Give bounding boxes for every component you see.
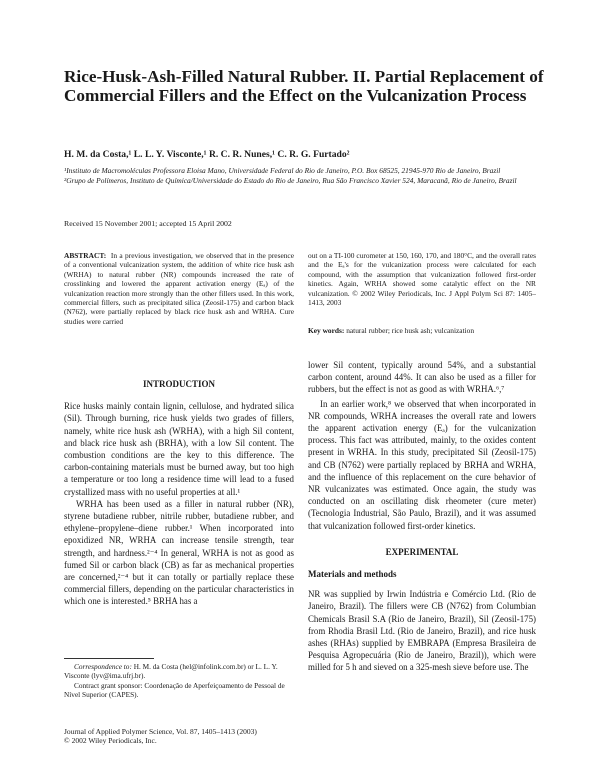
right-column <box>308 359 536 674</box>
affiliations <box>64 166 544 185</box>
journal-info <box>64 727 304 746</box>
abstract-text-left: In a previous investigation, we observed that in the presence of a conventional vulcanization system, the addition of white rice husk ash (WRHA) to natural rubber (NR) compounds increased the rate of crosslinking and lowered the apparent activation energy (Eₐ) of the vulcanization reaction more strongly than the other fillers used. In this work, commercial fillers, such as precipitated silica (Zeosil-175) and carbon black (N762), were partially replaced by black rice husk ash and WRHA. Cure studies were carried <box>64 251 294 326</box>
grant-sponsor: Contract grant sponsor: Coordenação de Aperfeiçoamento de Pessoal de Nível Superior (CAPES). <box>64 680 285 699</box>
experimental-heading: EXPERIMENTAL <box>385 546 459 557</box>
footnote-divider <box>64 658 154 659</box>
affiliation-1: ¹Instituto de Macromoléculas Professora Eloisa Mano, Universidade Federal do Rio de Janeiro, P.O. Box 68525, 21945-970 Rio de Janeiro, Brazil <box>64 166 501 175</box>
article-title: Rice-Husk-Ash-Filled Natural Rubber. II. Partial Replacement of Commercial Fillers and the Effect on the Vulcanization Process <box>64 67 544 105</box>
footnotes <box>64 662 294 699</box>
author-list: H. M. da Costa,¹ L. L. Y. Visconte,¹ R. C. R. Nunes,¹ C. R. G. Furtado² <box>64 149 350 160</box>
left-column <box>64 378 294 608</box>
intro-paragraph-1: Rice husks mainly contain lignin, cellulose, and hydrated silica (Sil). Through burning, rice husk yields two grades of fillers, namely, white rice husk ash (WRHA), with a high Sil content, and black rice husk ash (BRHA), with a low Sil content. The combustion conditions are the key to this difference. The carbon-containing materials must be burned away, but too high a temperature or too long a residence time will lead to a fused crystallized mass with no useful properties at all.¹ <box>64 401 294 497</box>
keywords-text: natural rubber; rice husk ash; vulcanization <box>346 326 475 335</box>
intro-paragraph-2: WRHA has been used as a filler in natural rubber (NR), styrene butadiene rubber, nitrile rubber, butadiene rubber, and ethylene–propylene–diene rubber.¹ When incorporated into epoxidized NR, WRHA can increase tensile strength, tear strength, and hardness.²⁻⁴ In general, WRHA is not as good as fumed Sil or carbon black (CB) as far as mechanical properties are concerned,²⁻⁴ but it can totally or partially replace these commercial fillers, depending on the particular characteristics in which one is interested.⁵ BRHA has a <box>64 498 294 607</box>
keywords <box>308 326 536 335</box>
materials-paragraph: NR was supplied by Irwin Indústria e Comércio Ltd. (Rio de Janeiro, Brazil). The fillers were CB (N762) from Columbian Chemicals Brasil S.A (Rio de Janeiro, Brazil), Sil (Zeosil-175) from Rhodia Brasil Ltd. (Rio de Janeiro, Brazil), and rice husk ashes (RHAs) supplied by EMBRAPA (Empresa Brasileira de Pesquisa Agropecuária (Rio de Janeiro, Brazil)), which were milled for 5 h and sieved on a 325-mesh sieve before use. The <box>308 589 536 673</box>
abstract-right: out on a TI-100 curometer at 150, 160, 170, and 180°C, and the overall rates and the Eₐ's for the vulcanization process were calculated for each compound, with the assumption that vulcanization followed first-order kinetics. Again, WRHA showed some catalytic effect on the NR vulcanization. © 2002 Wiley Periodicals, Inc. J Appl Polym Sci 87: 1405–1413, 2003 <box>308 251 536 308</box>
correspondence-text: H. M. da Costa (hel@infolink.com.br) or L. L. Y. Visconte (lyv@ima.ufrj.br). <box>64 662 278 681</box>
introduction-heading: INTRODUCTION <box>142 379 215 389</box>
affiliation-2: ²Grupo de Polímeros, Instituto de Química/Universidade do Estado do Rio de Janeiro, Rua São Francisco Xavier 524, Maracanã, Rio de Janeiro, Brazil <box>64 175 517 185</box>
journal-citation: Journal of Applied Polymer Science, Vol. 87, 1405–1413 (2003) <box>64 727 257 736</box>
correspondence-label: Correspondence to: <box>74 662 132 671</box>
abstract-left <box>64 251 294 326</box>
intro-paragraph-4: In an earlier work,⁸ we observed that when incorporated in NR compounds, WRHA increases the overall rate and lowers the apparent activation energy (Eₐ) for the vulcanization process. This fact was attributed, mainly, to the oxides content present in WRHA. In this study, precipitated Sil (Zeosil-175) and CB (N762) were partially replaced by BRHA and WRHA, and the influence of this replacement on the cure behavior of NR vulcanizates was estimated. Once again, the study was conducted on an oscillating disk rheometer (cure meter) (Tecnologia Industrial, São Paulo, Brazil), and it was assumed that vulcanization followed first-order kinetics. <box>308 398 536 531</box>
materials-heading: Materials and methods <box>308 569 397 580</box>
journal-copyright: © 2002 Wiley Periodicals, Inc. <box>64 736 157 746</box>
intro-paragraph-3: lower Sil content, typically around 54%, and a substantial carbon content, around 44%. It can also be used as a filler for rubbers, but the effect is not as good as with WRHA.⁶,⁷ <box>308 360 536 395</box>
keywords-label: Key words: <box>308 326 345 335</box>
received-dates: Received 15 November 2001; accepted 15 April 2002 <box>64 219 232 228</box>
abstract-label: ABSTRACT: <box>64 251 107 260</box>
